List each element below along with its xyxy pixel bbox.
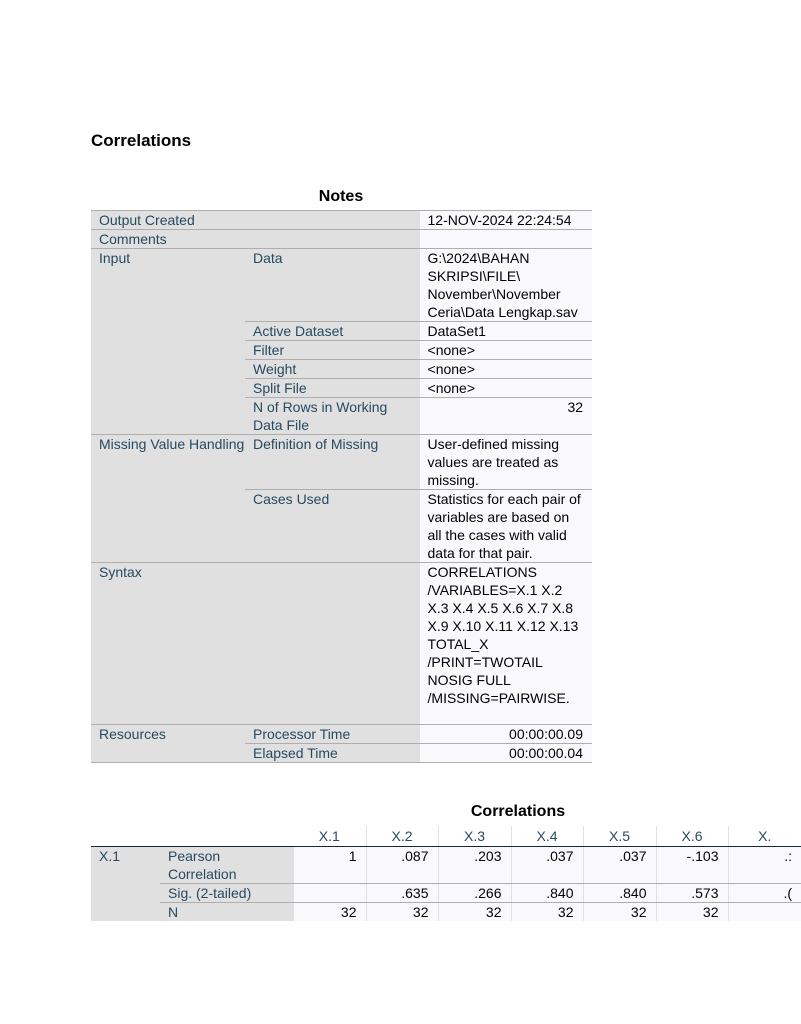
notes-row-processor-time — [91, 725, 592, 744]
notes-caption: Notes — [318, 188, 364, 205]
correlations-table — [91, 826, 801, 921]
notes-row-output-created — [91, 211, 592, 230]
notes-value: G:\2024\BAHAN SKRIPSI\FILE\ November\November Ceria\Data Lengkap.sav — [419, 249, 592, 322]
table-row — [91, 903, 801, 922]
cell-value: 32 — [366, 903, 438, 922]
notes-table — [91, 210, 592, 763]
column-header: X.2 — [366, 826, 438, 847]
notes-value: 12-NOV-2024 22:24:54 — [419, 211, 592, 230]
notes-sublabel: Processor Time — [245, 725, 419, 744]
column-header: X.1 — [293, 826, 366, 847]
notes-group-label: Input — [91, 249, 245, 435]
notes-value: User-defined missing values are treated as missing. — [419, 435, 592, 490]
notes-group-label: Resources — [91, 725, 245, 763]
cell-value: -.103 — [656, 847, 728, 884]
notes-label: Syntax — [91, 563, 419, 725]
notes-sublabel: Data — [245, 249, 419, 322]
column-header: X.6 — [656, 826, 728, 847]
notes-group-label: Missing Value Handling — [91, 435, 245, 563]
column-header: X. — [728, 826, 801, 847]
stat-label: Pearson Correlation — [160, 847, 293, 884]
notes-sublabel: Cases Used — [245, 490, 419, 563]
notes-row-input-data — [91, 249, 592, 322]
cell-value: 32 — [293, 903, 366, 922]
notes-sublabel: Weight — [245, 360, 419, 379]
correlations-header-row — [91, 826, 801, 847]
cell-value: .840 — [511, 884, 583, 903]
notes-value: Statistics for each pair of variables are based on all the cases with valid data for that pair. — [419, 490, 592, 563]
notes-sublabel: Split File — [245, 379, 419, 398]
notes-value: 00:00:00.09 — [419, 725, 592, 744]
row-variable-label: X.1 — [91, 847, 160, 922]
notes-value — [419, 230, 592, 249]
cell-value: 32 — [511, 903, 583, 922]
notes-value: <none> — [419, 360, 592, 379]
notes-value: DataSet1 — [419, 322, 592, 341]
notes-value: CORRELATIONS /VARIABLES=X.1 X.2 X.3 X.4 X.5 X.6 X.7 X.8 X.9 X.10 X.11 X.12 X.13 TOTAL_X /PRINT=TWOTAIL NOSIG FULL /MISSING=PAIRWISE. — [419, 563, 592, 725]
cell-value: .087 — [366, 847, 438, 884]
column-header: X.3 — [438, 826, 511, 847]
cell-value: .037 — [511, 847, 583, 884]
cell-value: .( — [728, 884, 801, 903]
notes-value: 32 — [419, 398, 592, 435]
notes-sublabel: Elapsed Time — [245, 744, 419, 763]
cell-value: .840 — [583, 884, 656, 903]
notes-row-definition-missing — [91, 435, 592, 490]
cell-value: .266 — [438, 884, 511, 903]
column-header: X.5 — [583, 826, 656, 847]
notes-value: <none> — [419, 379, 592, 398]
notes-label: Comments — [91, 230, 419, 249]
cell-value: 32 — [656, 903, 728, 922]
notes-label: Output Created — [91, 211, 419, 230]
cell-value — [728, 903, 801, 922]
cell-value: .635 — [366, 884, 438, 903]
correlations-caption: Correlations — [470, 803, 566, 820]
cell-value: .: — [728, 847, 801, 884]
notes-value: <none> — [419, 341, 592, 360]
notes-sublabel: Definition of Missing — [245, 435, 419, 490]
cell-value: 32 — [438, 903, 511, 922]
cell-value: 32 — [583, 903, 656, 922]
table-row — [91, 847, 801, 884]
header-blank — [91, 826, 293, 847]
column-header: X.4 — [511, 826, 583, 847]
notes-sublabel: N of Rows in Working Data File — [245, 398, 419, 435]
page-heading: Correlations — [91, 131, 192, 150]
cell-value — [293, 884, 366, 903]
notes-row-syntax — [91, 563, 592, 725]
notes-row-comments — [91, 230, 592, 249]
notes-value: 00:00:00.04 — [419, 744, 592, 763]
notes-sublabel: Active Dataset — [245, 322, 419, 341]
cell-value: .203 — [438, 847, 511, 884]
stat-label: N — [160, 903, 293, 922]
cell-value: .573 — [656, 884, 728, 903]
cell-value: .037 — [583, 847, 656, 884]
table-row — [91, 884, 801, 903]
stat-label: Sig. (2-tailed) — [160, 884, 293, 903]
notes-sublabel: Filter — [245, 341, 419, 360]
cell-value: 1 — [293, 847, 366, 884]
